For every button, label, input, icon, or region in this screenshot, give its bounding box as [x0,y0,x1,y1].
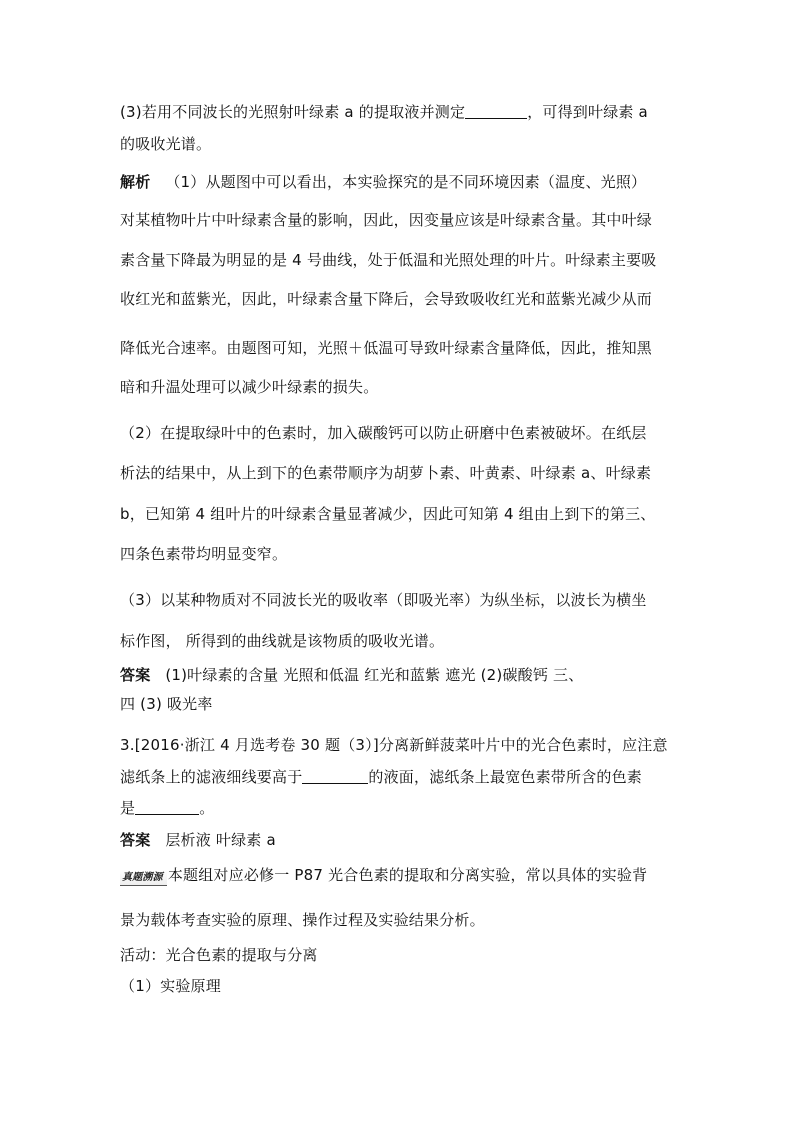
source-tag-badge: 真题溯源 [120,871,167,886]
analysis-p3-line: （3）以某种物质对不同波长光的吸收率（即吸光率）为纵坐标，以波长为横坐 [120,591,647,609]
answer2-line: 答案 层析液 叶绿素 a [120,831,276,849]
analysis-label: 解析 [120,173,151,191]
answer1-line2: 四 (3) 吸光率 [120,695,213,713]
analysis-p2-line: （2）在提取绿叶中的色素时，加入碳酸钙可以防止研磨中色素被破坏。在纸层 [120,424,647,442]
question-part3-line1: (3)若用不同波长的光照射叶绿素 a 的提取液并测定 ，可得到叶绿素 a [120,103,648,121]
answer-label: 答案 [120,666,151,684]
answer-blank [135,800,199,815]
question-part3-line2: 的吸收光谱。 [120,135,212,153]
analysis-line1: 解析 （1）从题图中可以看出，本实验探究的是不同环境因素（温度、光照） [120,173,647,191]
analysis-p2-line: b，已知第 4 组叶片的叶绿素含量显著减少，因此可知第 4 组由上到下的第三、 [120,505,656,523]
question3-line2: 滤纸条上的滤液细线要高于 的液面，滤纸条上最宽色素带所含的色素 [120,768,643,786]
analysis-p2-line: 四条色素带均明显变窄。 [120,545,288,563]
analysis-line: 收红光和蓝紫光，因此，叶绿素含量下降后，会导致吸收红光和蓝紫光减少从而 [120,290,653,308]
analysis-line: 降低光合速率。由题图可知，光照＋低温可导致叶绿素含量降低，因此，推知黑 [120,339,653,357]
answer1-line1: 答案 (1)叶绿素的含量 光照和低温 红光和蓝紫 遮光 (2)碳酸钙 三、 [120,666,584,684]
activity-subheading: （1）实验原理 [120,977,221,995]
question3-line1: 3.[2016·浙江 4 月选考卷 30 题（3）]分离新鲜菠菜叶片中的光合色素时，应注意 [120,736,668,754]
analysis-line: 对某植物叶片中叶绿素含量的影响，因此，因变量应该是叶绿素含量。其中叶绿 [120,211,653,229]
source-line1: 真题溯源 本题组对应必修一 P87 光合色素的提取和分离实验，常以具体的实验背 [122,866,648,884]
answer-label: 答案 [120,831,151,849]
source-line2: 景为载体考查实验的原理、操作过程及实验结果分析。 [120,911,485,929]
analysis-p3-line: 标作图， 所得到的曲线就是该物质的吸收光谱。 [120,632,445,650]
question3-line3: 是 。 [120,799,215,817]
analysis-line: 素含量下降最为明显的是 4 号曲线，处于低温和光照处理的叶片。叶绿素主要吸 [120,251,657,269]
analysis-line: 暗和升温处理可以减少叶绿素的损失。 [120,378,379,396]
answer-blank [465,104,527,119]
activity-title: 活动：光合色素的提取与分离 [120,946,318,964]
answer-blank [302,769,368,784]
analysis-p2-line: 析法的结果中，从上到下的色素带顺序为胡萝卜素、叶黄素、叶绿素 a、叶绿素 [120,464,652,482]
